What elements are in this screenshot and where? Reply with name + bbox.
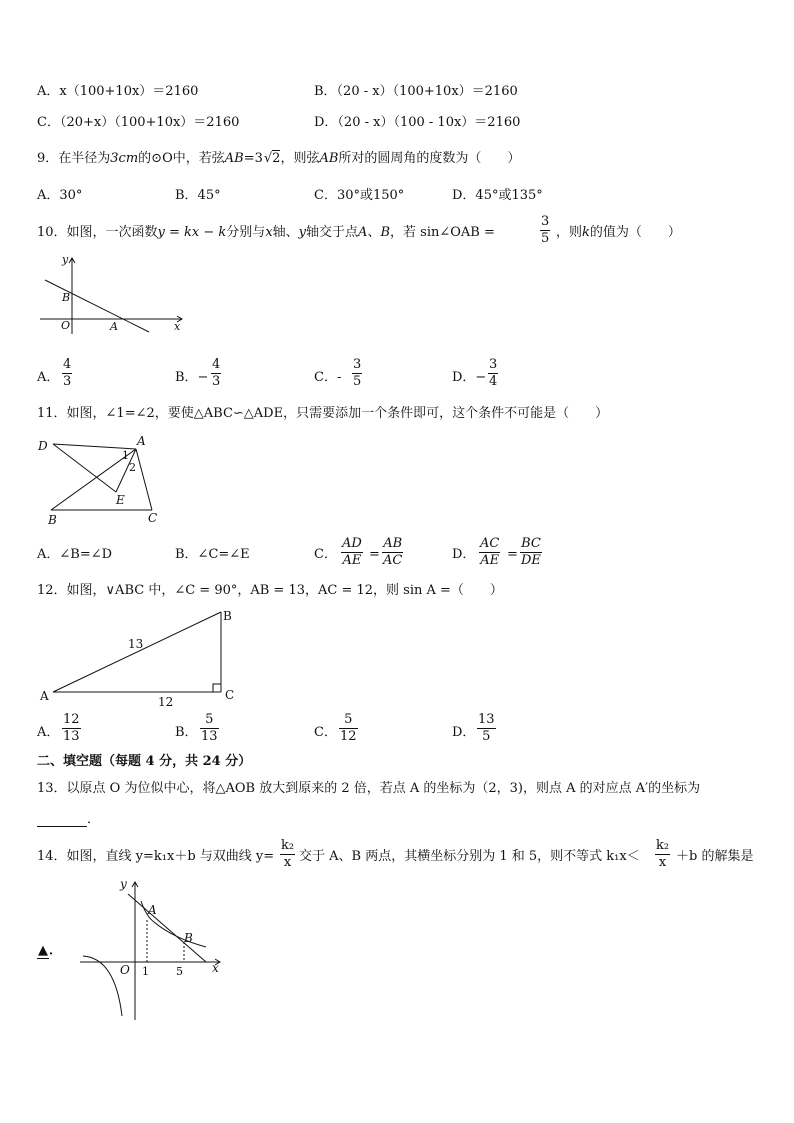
q10-option-c-fraction: $\frac{3}{5}$: [353, 357, 362, 389]
q14-stem-mid: 交于 A、B 两点，其横坐标分别为 1 和 5，则不等式 k₁x＜: [299, 849, 640, 864]
q11-option-c-label: C．: [314, 547, 337, 562]
q11-option-a: A．∠B=∠D: [37, 547, 113, 562]
angle-1-label: 1: [122, 449, 129, 462]
q13-stem: 13．以原点 O 为位似中心，将△AOB 放大到原来的 2 倍，若点 A 的坐标为（2，3)，则点 A 的对应点 A′的坐标为: [37, 781, 701, 796]
q9-stem: 9．在半径为3cm的⊙O中，若弦AB=3√2，则弦AB所对的圆周角的度数为（ ）: [37, 151, 521, 166]
q14-stem-post: ＋b 的解集是: [676, 849, 754, 864]
x-label: x: [212, 961, 219, 975]
sqrt-symbol: √2: [263, 151, 281, 166]
q10-sin-fraction: $\frac{3}{5}$: [541, 214, 550, 246]
q8-option-c: C．（20+x）（100+10x）＝2160: [37, 115, 240, 130]
q9-option-a: A．30°: [37, 188, 83, 203]
q11-stem: 11．如图，∠1=∠2，要使△ABC∽△ADE，只需要添加一个条件即可，这个条件不可能是（ ）: [37, 406, 609, 421]
q11-figure: [36, 432, 166, 527]
point-b-label: B: [48, 513, 57, 527]
q12-option-c-fraction: $\frac{5}{12}$: [340, 712, 357, 744]
angle-2-label: 2: [129, 461, 136, 474]
q12-option-c-label: C．: [314, 725, 337, 740]
q11-option-c-fraction-2: $\frac{AB}{AC}$: [383, 536, 403, 568]
segment-de: [53, 444, 116, 492]
point-b-label: B: [62, 291, 71, 304]
q9-option-b: B．45°: [175, 188, 221, 203]
q8-option-b: B．（20 - x）（100+10x）＝2160: [314, 84, 518, 99]
q11-option-d-fraction-1: $\frac{AC}{AE}$: [480, 536, 500, 568]
y-label: y: [62, 253, 69, 266]
right-angle-mark-icon: [213, 684, 221, 692]
line-k1x-b: [128, 894, 206, 962]
q11-option-b: B．∠C=∠E: [175, 547, 250, 562]
q14-stem-pre: 14．如图，直线 y=k₁x＋b 与双曲线 y=: [37, 849, 275, 864]
origin-label: O: [120, 963, 130, 977]
q10-option-d-label: D．−: [452, 370, 487, 385]
q11-option-c-fraction-1: $\frac{AD}{AE}$: [342, 536, 362, 568]
point-a-label: A: [137, 434, 146, 448]
x-label: x: [174, 320, 181, 333]
q14-fraction-2: $\frac{\text{k₂}}{x}$: [656, 838, 670, 870]
q10-figure: [36, 254, 186, 336]
q13-blank-end: ．: [87, 812, 101, 827]
point-a-label: A: [40, 689, 49, 703]
point-a-label: A: [148, 903, 157, 917]
section-heading-fill-in: 二、填空题（每题 4 分，共 24 分）: [37, 754, 252, 769]
q10-option-d-fraction: $\frac{3}{4}$: [489, 357, 498, 389]
q12-option-d-fraction: $\frac{13}{5}$: [478, 712, 495, 744]
hyperbola-branch-lower: [83, 956, 122, 1016]
q10-option-b-fraction: $\frac{4}{3}$: [212, 357, 221, 389]
q11-option-d-fraction-2: $\frac{BC}{DE}$: [521, 536, 541, 568]
point-c-label: C: [225, 688, 235, 702]
q11-option-d-label: D．: [452, 547, 476, 562]
base-length-label: 12: [158, 695, 174, 709]
q12-option-a-label: A．: [37, 725, 60, 740]
q9-option-c: C．30°或150°: [314, 188, 405, 203]
y-label: y: [120, 877, 127, 891]
q10-stem: 10．如图，一次函数y = kx − k分别与x轴、y轴交于点A、B，若 sin∠OAB =: [37, 225, 495, 240]
q14-figure: [78, 876, 228, 1022]
q11-option-c-equals: =: [369, 547, 380, 562]
q9-option-d: D．45°或135°: [452, 188, 543, 203]
q8-option-d: D．（20 - x）（100 - 10x）＝2160: [314, 115, 521, 130]
q10-option-a-fraction: $\frac{4}{3}$: [63, 357, 72, 389]
point-b-label: B: [223, 609, 232, 623]
q11-option-d-equals: =: [507, 547, 518, 562]
tick-5-label: 5: [176, 965, 183, 978]
q12-stem: 12．如图，∨ABC 中，∠C = 90°，AB = 13，AC = 12，则 sin A =（ ）: [37, 583, 503, 598]
point-a-label: A: [110, 320, 118, 333]
q10-stem-end: ，则k的值为（ ）: [556, 225, 681, 240]
q12-option-b-fraction: $\frac{5}{13}$: [201, 712, 218, 744]
q14-answer-mark: ▲．: [38, 943, 63, 958]
q10-option-b-label: B．−: [175, 370, 209, 385]
q10-option-c-label: C．-: [314, 370, 342, 385]
q12-option-a-fraction: $\frac{12}{13}$: [63, 712, 80, 744]
origin-label: O: [61, 319, 71, 332]
point-d-label: D: [38, 439, 48, 453]
q14-fraction-1: $\frac{\text{k₂}}{x}$: [281, 838, 295, 870]
q12-figure: [36, 604, 246, 710]
point-e-label: E: [116, 493, 125, 507]
point-c-label: C: [148, 511, 158, 525]
tick-1-label: 1: [142, 965, 149, 978]
q12-option-b-label: B．: [175, 725, 198, 740]
q12-option-d-label: D．: [452, 725, 476, 740]
point-b-label: B: [184, 931, 193, 945]
q8-option-a: A．x（100+10x）＝2160: [37, 84, 199, 99]
q13-answer-blank: [37, 826, 87, 827]
hypotenuse-length-label: 13: [128, 637, 144, 651]
q10-option-a-label: A．: [37, 370, 60, 385]
hypotenuse-ab: [53, 612, 221, 692]
segment-ac: [136, 449, 152, 510]
